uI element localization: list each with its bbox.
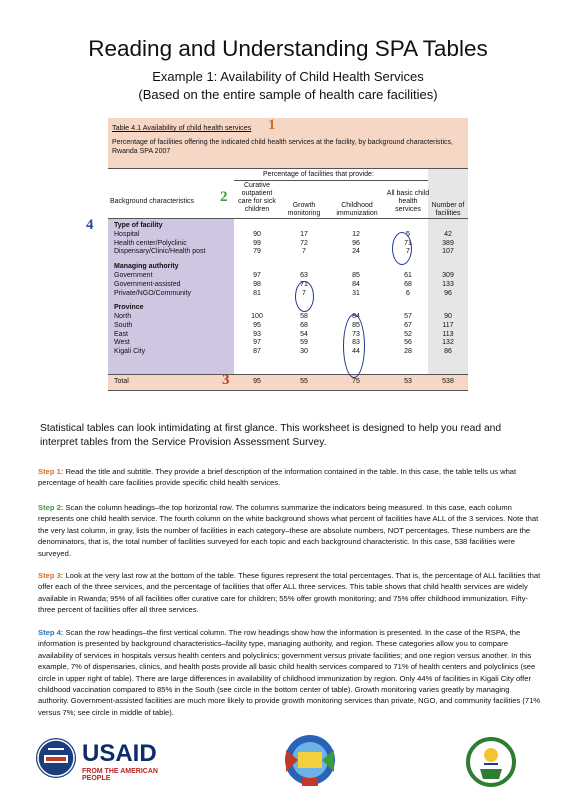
table-cell: 79 xyxy=(253,248,261,256)
table-cell: 97 xyxy=(253,272,261,280)
table-cell: 61 xyxy=(404,272,412,280)
badge-3: 3 xyxy=(222,372,230,388)
table-cell: 86 xyxy=(444,348,452,355)
table-cell: 63 xyxy=(300,272,308,280)
row-label: Hospital xyxy=(114,231,140,238)
step-text: Scan the column headings–the top horizontal row. The columns summarize the indicators being measured. In this case, each column represents one child health service. The fourth column on the white background shows what percent of facilities have ALL of the 3 services. Note that the very last column, in gray, lists the number of facilities in each category–these are absolute numbers, NOT percentages. These numbers are the denominators, that is, the total number of facilities surveyed for each topic and each background characteristic. In this case, 538 facilities were surveyed. xyxy=(38,503,539,558)
step-2 xyxy=(38,502,542,559)
col-header-all-basic: All basic child health services xyxy=(386,190,430,213)
section-heading: Type of facility xyxy=(114,222,163,229)
table-cell: 132 xyxy=(442,339,454,347)
step-3 xyxy=(38,570,542,616)
table-cell: 5 xyxy=(406,231,410,238)
table-description: Percentage of facilities offering the indicated child health services at the facility, by background characteristics, Rwanda SPA 2007 xyxy=(112,139,453,155)
table-cell: 28 xyxy=(404,348,412,355)
row-label: Dispensary/Clinic/Health post xyxy=(114,248,206,256)
table-cell: 113 xyxy=(442,330,454,338)
table-cell: 93 xyxy=(253,330,261,338)
table-cell: 309 xyxy=(442,272,454,280)
step-text: Look at the very last row at the bottom of the table. These figures represent the total percentages. That is, the percentage of ALL facilities that offer each of the three services, and the percentage of facilities that offer ALL three services. This table shows that child health services are widely available in Rwanda; 95% of all facilities offer curative care for children; 55% offer growth monitoring; and 75% offer childhood immunization. Fifty-three percent of facilities offer all three services. xyxy=(38,571,541,615)
subtitle-example: Example 1: Availability of Child Health Services xyxy=(152,69,424,84)
total-number: 538 xyxy=(442,378,454,385)
table-figure xyxy=(86,117,468,392)
highlight-circle-upper-right xyxy=(392,232,412,265)
step-1 xyxy=(38,466,542,489)
badge-1: 1 xyxy=(268,117,276,133)
page-title: Reading and Understanding SPA Tables xyxy=(88,36,488,61)
step-label: Step 1: xyxy=(38,467,64,476)
step-label: Step 3: xyxy=(38,571,64,580)
section-heading: Province xyxy=(114,304,144,312)
usaid-wordmark: USAID xyxy=(82,740,157,767)
table-cell: 58 xyxy=(300,313,308,321)
usaid-logo xyxy=(36,738,166,782)
table-cell: 7 xyxy=(302,289,306,297)
table-caption: Table 4.1 Availability of child health services xyxy=(112,123,252,132)
table-cell: 68 xyxy=(404,280,412,288)
table-cell: 107 xyxy=(442,248,454,256)
ministry-emblem-icon xyxy=(280,730,340,790)
table-cell: 42 xyxy=(444,231,452,238)
total-growth: 55 xyxy=(300,378,308,385)
highlight-circle-bottom xyxy=(343,314,365,378)
table-cell: 98 xyxy=(253,280,261,288)
row-label: Health center/Polyclinic xyxy=(114,239,187,247)
table-cell: 85 xyxy=(352,272,360,280)
table-cell: 95 xyxy=(253,321,261,329)
table-cell: 97 xyxy=(253,339,261,347)
highlight-circle-middle xyxy=(295,281,314,312)
table-cell: 84 xyxy=(352,280,360,288)
table-cell: 90 xyxy=(444,313,452,321)
step-text: Scan the row headings–the first vertical column. The row headings show how the information is presented. In the case of the RSPA, the information is presented by background characteristics–facility type, managing authority, and region. These categories allow you to compare availability of services in hospitals versus health centers and polyclinics; government versus private facilities; and one region versus another. In this example, 7% of dispensaries, clinics, and health posts provide all basic child health services compared to 71% of health centers and polyclinics (see circle in upper right of table). There are large differences in availability of childhood immunization by region. Only 44% of facilities in Kigali City offer childhood vaccination compared to 85% in the South (see circle in the bottom center of table). Growth monitoring varies greatly by managing authority. Government-assisted facilities are much more likely to provide growth monitoring services than private, NGO, and community facilities (71% versus 7%; see circle in middle of table). xyxy=(38,628,541,717)
step-label: Step 2: xyxy=(38,503,64,512)
table-cell: 83 xyxy=(352,339,360,347)
table-cell: 56 xyxy=(404,339,412,347)
usaid-tagline: FROM THE AMERICAN PEOPLE xyxy=(82,768,158,782)
table-cell: 52 xyxy=(404,330,412,338)
table-cell: 24 xyxy=(352,248,360,256)
table-cell: 85 xyxy=(352,321,360,329)
step-label: Step 4: xyxy=(38,628,64,637)
badge-4: 4 xyxy=(86,217,94,233)
table-cell: 68 xyxy=(300,321,308,329)
row-label: Private/NGO/Community xyxy=(114,289,192,297)
row-label: North xyxy=(114,313,132,321)
table-cell: 30 xyxy=(300,348,308,355)
usaid-seal-icon xyxy=(36,738,76,778)
rule xyxy=(108,374,468,375)
span-header: Percentage of facilities that provide: xyxy=(263,171,374,178)
table-cell: 117 xyxy=(442,321,454,329)
section-heading: Managing authority xyxy=(114,263,179,271)
table-cell: 67 xyxy=(404,321,412,329)
col-header-curative: Curative outpatient care for sick children xyxy=(238,182,276,213)
col-header-immunization: Childhood immunization xyxy=(336,202,378,217)
badge-2: 2 xyxy=(220,189,228,205)
table-cell: 73 xyxy=(352,330,360,338)
table-cell: 71 xyxy=(300,280,308,288)
table-cell: 96 xyxy=(352,239,360,247)
table-cell: 96 xyxy=(444,289,452,297)
table-body xyxy=(108,118,468,392)
table-cell: 71 xyxy=(404,239,412,247)
table-cell: 44 xyxy=(352,348,360,355)
row-label: South xyxy=(114,321,133,329)
table-cell: 72 xyxy=(300,239,308,247)
table-cell: 17 xyxy=(300,231,308,238)
table-cell: 90 xyxy=(253,231,261,238)
rwanda-seal-icon xyxy=(466,735,516,789)
table-cell: 57 xyxy=(404,313,412,321)
row-label: Kigali City xyxy=(114,348,146,355)
row-label: Government-assisted xyxy=(114,280,181,288)
col-header-growth: Growth monitoring xyxy=(287,202,321,217)
row-label: Government xyxy=(114,272,153,280)
total-immunization: 75 xyxy=(352,378,360,385)
table-cell: 87 xyxy=(253,348,261,355)
table-cell: 54 xyxy=(300,330,308,338)
table-cell: 81 xyxy=(253,289,261,297)
table-cell: 100 xyxy=(251,313,263,321)
step-text: Read the title and subtitle. They provide a brief description of the information contained in the table. In this case, the table tells us what percentage of health care facilities provide specific child health services. xyxy=(38,467,517,488)
table-cell: 389 xyxy=(442,239,454,247)
row-label: West xyxy=(114,339,130,347)
total-curative: 95 xyxy=(253,378,261,385)
table-cell: 7 xyxy=(406,248,410,256)
table-cell: 133 xyxy=(442,280,454,288)
total-label: Total xyxy=(114,378,129,385)
rule xyxy=(108,390,468,391)
step-4 xyxy=(38,627,542,718)
row-label: East xyxy=(114,330,129,338)
table-cell: 99 xyxy=(253,239,261,247)
subtitle-basis: (Based on the entire sample of health care facilities) xyxy=(138,87,438,102)
table-cell: 6 xyxy=(406,289,410,297)
table-cell: 84 xyxy=(352,313,360,321)
table-cell: 7 xyxy=(302,248,306,256)
table-cell: 12 xyxy=(352,231,360,238)
table-cell: 31 xyxy=(352,289,360,297)
table-cell: 59 xyxy=(300,339,308,347)
total-all-basic: 53 xyxy=(404,378,412,385)
col-header-background: Background characteristics xyxy=(110,198,195,205)
col-header-number: Number of facilities xyxy=(431,202,465,217)
intro-paragraph: Statistical tables can look intimidating at first glance. This worksheet is designed to help you read and interpret tables from the Service Provision Assessment Survey. xyxy=(40,423,502,448)
